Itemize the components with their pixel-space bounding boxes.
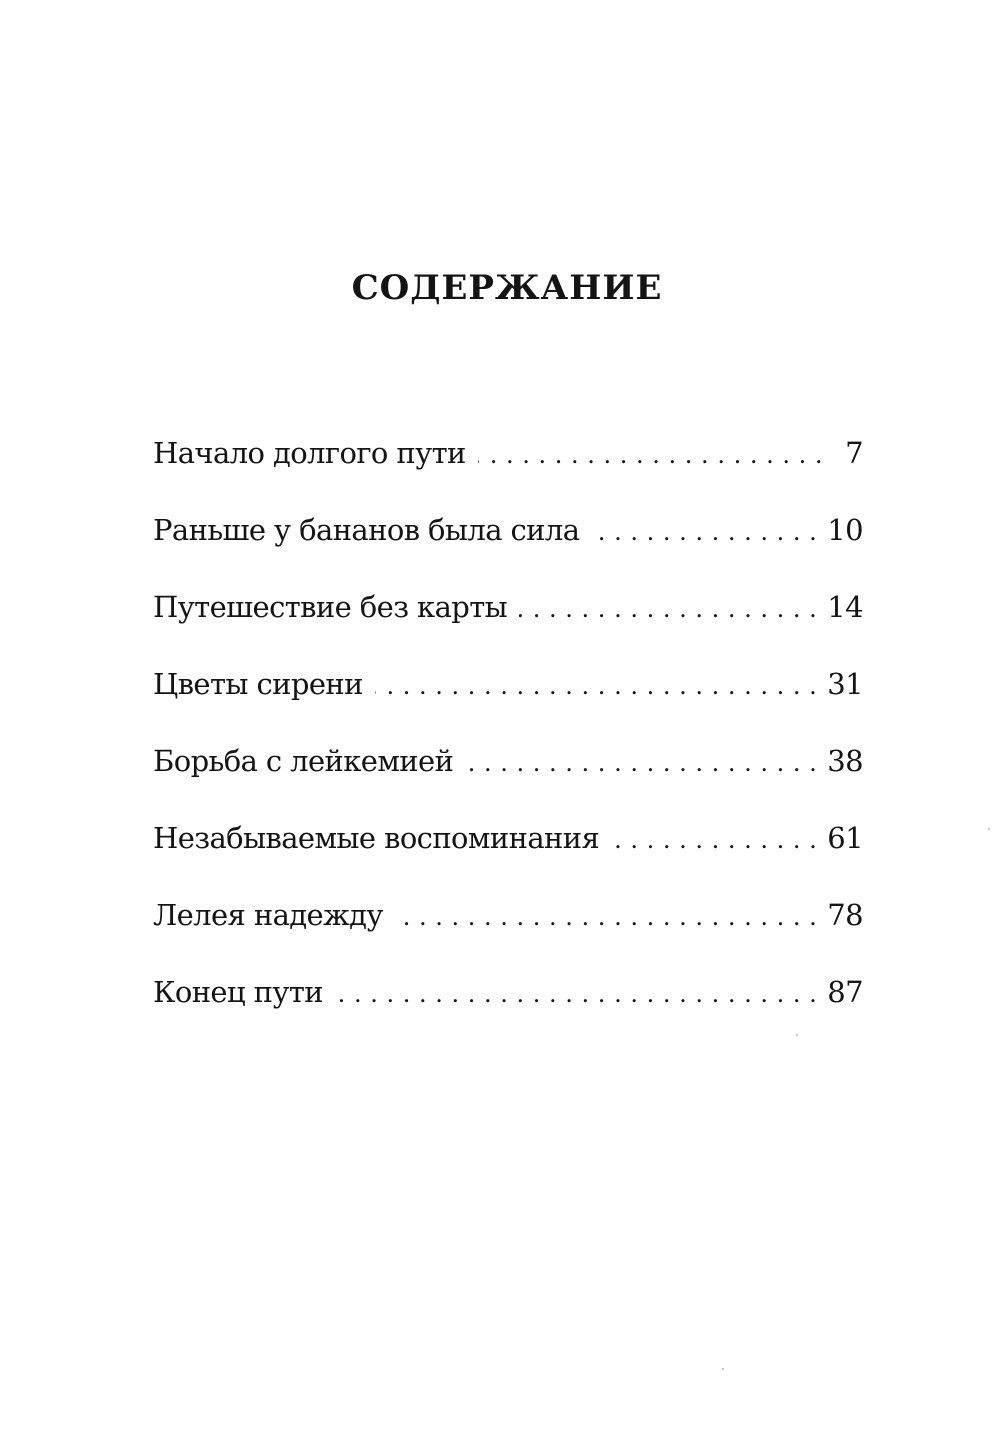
toc-entry-page: 10 (827, 513, 863, 547)
dot-leader (591, 504, 817, 560)
toc-entry (153, 964, 863, 1041)
toc-entry (153, 502, 863, 579)
dot-leader (395, 889, 817, 945)
toc-entry-title: Цветы сирени (153, 667, 363, 701)
dot-leader (465, 735, 817, 791)
toc-entry-page: 87 (827, 975, 863, 1009)
toc-entry (153, 887, 863, 964)
toc-entry-title: Путешествие без карты (153, 590, 508, 624)
toc-entry (153, 810, 863, 887)
toc-entry-title: Конец пути (153, 975, 324, 1009)
table-of-contents (153, 425, 863, 1041)
toc-entry-title: Раньше у бананов была сила (153, 513, 580, 547)
scan-speck (988, 828, 990, 830)
toc-entry-page: 31 (827, 667, 863, 701)
dot-leader (375, 658, 817, 714)
toc-entry (153, 579, 863, 656)
toc-entry-title: Борьба с лейкемией (153, 744, 454, 778)
scan-speck (722, 1368, 724, 1370)
dot-leader (519, 581, 817, 637)
toc-entry-page: 38 (827, 744, 863, 778)
toc-entry-title: Незабываемые воспоминания (153, 821, 600, 855)
toc-entry (153, 656, 863, 733)
scan-speck (796, 1034, 798, 1036)
toc-entry (153, 425, 863, 502)
dot-leader (478, 427, 823, 483)
dot-leader (611, 812, 817, 868)
page-title: СОДЕРЖАНИЕ (351, 268, 663, 308)
toc-entry-page: 78 (827, 898, 863, 932)
toc-entry-page: 14 (827, 590, 863, 624)
dot-leader (335, 966, 817, 1022)
toc-entry-page: 61 (827, 821, 863, 855)
toc-entry (153, 733, 863, 810)
toc-entry-title: Лелея надежду (153, 898, 383, 932)
toc-entry-page: 7 (845, 436, 863, 470)
toc-entry-title: Начало долгого пути (153, 436, 466, 470)
